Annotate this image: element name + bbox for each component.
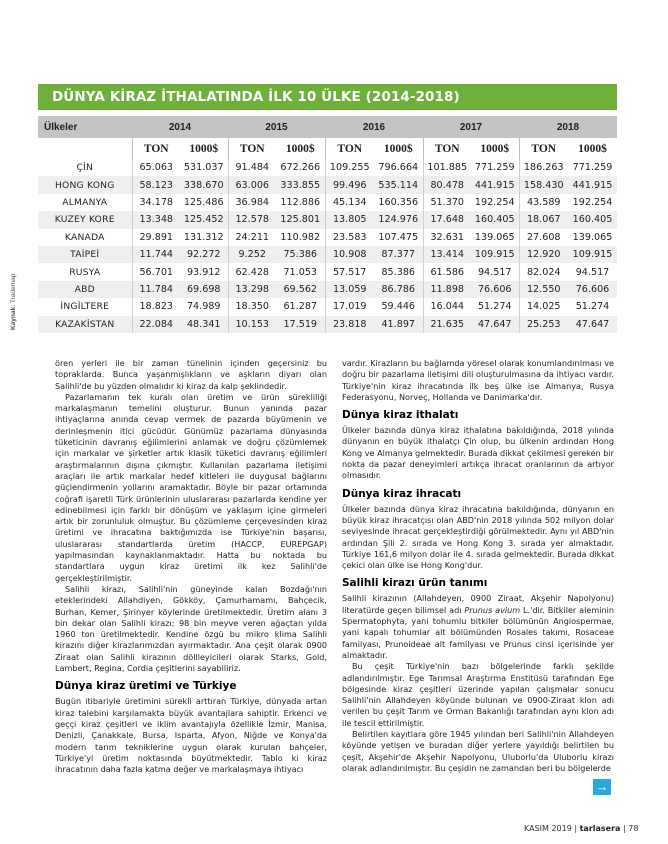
usd-cell: 94.517 [568,263,617,280]
page-footer: KASIM 2019 | tarlasera | 78 [524,824,639,833]
section-heading: Dünya kiraz ihracatı [342,487,462,500]
country-cell: TAİPEİ [38,246,132,263]
table-row [38,316,617,333]
table-row [38,194,617,211]
paragraph: Bu çeşit Türkiye'nin bazı bölgelerinde farklı şekilde adlandırılmıştır. Ege Tarımsal Araştırma Enstitüsü tarafından Ege bölgesinde kiraz çeşitleri üzerinde yapılan çalışmalar sonucu Salihli'nin Allahdeyen köyünde bulunan ve 0900-Ziraat klon adı verilen bu çeşit Tarım ve Orman Bakanlığı tarafından aynı klon adı ile tescil ettirilmiştir. [342,661,614,728]
source-note [10,260,17,330]
usd-cell: 76.606 [568,281,617,298]
unit-ton-header: TON [519,138,568,159]
usd-cell: 59.446 [374,298,423,315]
ton-cell: 14.025 [519,298,568,315]
usd-cell: 47.647 [471,316,519,333]
ton-cell: 18.823 [132,298,180,315]
unit-usd-header: 1000$ [383,142,413,155]
usd-cell: 51.274 [568,298,617,315]
ton-cell: 22.084 [132,316,180,333]
year-header: 2018 [519,116,617,138]
usd-cell: 48.341 [180,316,228,333]
ton-cell: 29.891 [132,229,180,246]
unit-spacer [38,138,132,159]
ton-cell: 91.484 [228,159,276,176]
table-row [38,176,617,193]
ton-cell: 36.984 [228,194,276,211]
table-row [38,281,617,298]
unit-usd-header: 1000$ [189,142,219,155]
table-row [38,298,617,315]
ton-cell: 17.648 [423,211,471,228]
country-cell: ABD [38,281,132,298]
ton-cell: 63.006 [228,176,276,193]
ton-cell: 13.414 [423,246,471,263]
usd-cell: 338.670 [180,176,228,193]
ton-cell: 11.744 [132,246,180,263]
paragraph: Belirtilen kayıtlara göre 1945 yılından beri Salihli'nin Allahdeyen köyünde yetişen ve buradan diğer yerlere yayıldığı belirtilen bu çeşit, Akşehir'de Akşehir Napolyonu, Uluborlu'da Uluborlu kirazı olarak adlandırılmıştır. Bu çeşidin ne zamandan beri bu bölgelerde [342,729,614,773]
usd-cell: 124.976 [374,211,423,228]
usd-cell: 160.405 [471,211,519,228]
right-column [342,358,614,774]
ton-cell: 13.805 [325,211,374,228]
usd-cell: 112.886 [276,194,325,211]
country-cell: KUZEY KORE [38,211,132,228]
usd-cell: 192.254 [471,194,519,211]
ton-cell: 11.784 [132,281,180,298]
table-row [38,229,617,246]
ton-cell: 13.348 [132,211,180,228]
usd-cell: 441.915 [568,176,617,193]
text-span: L.'dir. Bitkiler aleminin Spermatophyta, yani tohumlu bitkiler bölümünün Angiospermae, yani kapalı tohumlar alt bölümünden Rosales takımı, Rosaceae familyası, Prunoideae alt familyası ve Prunus cinsi içerisinde yer almaktadır. [342,604,614,660]
usd-cell: 107.475 [374,229,423,246]
table-row [38,263,617,280]
usd-cell: 51.274 [471,298,519,315]
ton-cell: 82.024 [519,263,568,280]
section-heading: Salihli kirazı ürün tanımı [342,577,488,590]
paragraph: Salihli kirazı, Salihli'nin güneyinde kalan Bozdağı'nın eteklerindeki Allahdiyen, Gökköy, Çamurhamamı, Bahçecik, Burhan, Kemer, Şirinyer köylerinde üretilmektedir. Üretim alanı 3 bin dekar olan Salihli kirazı; 98 bin meyve veren ağaçtan yılda 1960 ton üretilmektedir. Kendine özgü bu mikro klima Salihli kirazını diğer kirazlarımızdan ayırmaktadır. Ana çeşit olarak 0900 Ziraat olan Salihli kirazının döllleyicileri olarak Starks, Gold, Lambert, Regina, Cordia çeşitlerini sayabiliriz. [55,583,327,674]
table-row [38,211,617,228]
usd-cell: 771.259 [471,159,519,176]
footer-date: KASIM 2019 [524,824,572,833]
ton-cell: 17.019 [325,298,374,315]
ton-cell: 57.517 [325,263,374,280]
usd-cell: 125.486 [180,194,228,211]
ton-cell: 18.350 [228,298,276,315]
section-heading: Dünya kiraz üretimi ve Türkiye [55,680,237,693]
ton-cell: 43.589 [519,194,568,211]
paragraph: Bugün itibariyle üretimini sürekli arttıran Türkiye, dünyada artan kiraz talebini karşılamakta büyük avantajlara sahiptir. Erkenci ve geççi kiraz çeşitleri ve iklim avantajıyla özellikle İzmir, Manisa, Denizli, Çanakkale, Bursa, Isparta, Afyon, Niğde ve Konya'da modern tarım tekniklerine uygun olarak kurulan bahçeler, Türkiye'yi üretim noktasında büyütmektedir. Tablo ki kiraz ihracatının daha fazla katma değer ve markalaşmaya ihtiyacı [55,696,327,775]
ton-cell: 80.478 [423,176,471,193]
ton-cell: 34.178 [132,194,180,211]
ton-cell: 9.252 [228,246,276,263]
text-span: Salihli kirazının (Allahdeyen, 0900 Ziraat, Akşehir Napolyonu) literatürde geçen bilimsel adı [342,593,614,615]
usd-cell: 531.037 [180,159,228,176]
left-column [55,358,327,775]
usd-cell: 110.982 [276,229,325,246]
country-cell: HONG KONG [38,176,132,193]
ton-cell: 13.298 [228,281,276,298]
country-cell: ÇİN [38,159,132,176]
usd-cell: 69.562 [276,281,325,298]
usd-cell: 69.698 [180,281,228,298]
scientific-name: Prunus avium [464,604,521,615]
import-table [38,116,617,333]
page-number: 78 [628,824,639,833]
year-header: 2017 [423,116,519,138]
usd-cell: 47.647 [568,316,617,333]
ton-cell: 11.898 [423,281,471,298]
ton-cell: 45.134 [325,194,374,211]
ton-cell: 186.263 [519,159,568,176]
ton-cell: 23.818 [325,316,374,333]
usd-cell: 125.801 [276,211,325,228]
usd-cell: 87.377 [374,246,423,263]
section-heading: Dünya kiraz ithalatı [342,409,459,422]
paragraph: Pazarlamanın tek kuralı olan üretim ve ürün sürekliliği markalaşmanın temelini oluşturur. Bunun yanında pazar ihtiyaçlarına anında cevap vermek de pazarda büyümenin ve derinleşmenin itici gücüdür. Günümüz pazarlama dünyasında tüketicinin davranış eğilimlerini anlamak ve doğru çözümlemek için markalar ve şirketler artık klasik tüketici davranış eğilimleri araştırmalarının dışına çıkmıştır. Kullanılan pazarlama iletişimi araçları ile artık markalar hedef kitleleri ile duygusal bağlarını güçlendirmenin yollarını aramaktadır. Böyle bir pazar ortamında coğrafi işaretli Türk ürünlerinin uluslararası pazarlarda kendine yer edinebilmesi için farklı bir dönüşüm ve yaklaşım içine girmeleri artık bir zorunluluk olmuştur. Bu çözümleme çerçevesinden kiraz üretimi ve ihracatına baktığımızda ise Türkiye'nin başarısı, uluslararası standartlarda üretim (HACCP, EUREPGAP) yapılmasından kaynaklanmaktadır. Hatta bu noktada bu standartlara uygun kiraz üretimi ilk kez Salihli'de gerçekleştirilmiştir. [55,391,327,583]
unit-usd-header: 1000$ [480,142,510,155]
usd-cell: 71.053 [276,263,325,280]
usd-cell: 74.989 [180,298,228,315]
table-row [38,159,617,176]
ton-cell: 13.059 [325,281,374,298]
country-cell: KAZAKİSTAN [38,316,132,333]
ton-cell: 10.908 [325,246,374,263]
usd-cell: 94.517 [471,263,519,280]
table-title-banner: DÜNYA KİRAZ İTHALATINDA İLK 10 ÜLKE (2014-2018) [38,84,617,110]
ton-cell: 10.153 [228,316,276,333]
ton-cell: 12.550 [519,281,568,298]
unit-ton-header: TON [132,138,180,159]
usd-cell: 796.664 [374,159,423,176]
continue-arrow-icon[interactable]: → [593,779,611,795]
ton-cell: 24.211 [228,229,276,246]
ton-cell: 158.430 [519,176,568,193]
country-cell: RUSYA [38,263,132,280]
usd-cell: 85.386 [374,263,423,280]
usd-cell: 75.386 [276,246,325,263]
usd-cell: 17.519 [276,316,325,333]
usd-cell: 109.915 [471,246,519,263]
ton-cell: 101.885 [423,159,471,176]
footer-brand: tarlasera [579,824,621,833]
table-row [38,246,617,263]
ton-cell: 16.044 [423,298,471,315]
usd-cell: 160.405 [568,211,617,228]
paragraph: Ülkeler bazında dünya kiraz ithalatına bakıldığında, 2018 yılında dünyanın en büyük ithalatçı Çin olup, bu ülkenin ardından Hong Kong ve Almanya gelmektedir. Burada dikkat çekilmesi gereken bir nokta da pazar deneyimleri artıkça ihracat oranlarının da artıyor olmasıdır. [342,425,614,481]
unit-ton-header: TON [423,138,471,159]
usd-cell: 441.915 [471,176,519,193]
unit-usd-header: 1000$ [578,142,607,155]
ton-cell: 12.578 [228,211,276,228]
usd-cell: 109.915 [568,246,617,263]
paragraph: ören yerleri ile bir zaman tünelinin içinden geçersiniz bu topraklarda. Bunca yaşanmışlıkların ve aşkların diyarı olan Salihli'de bu yüzden olmalıdır ki kiraz da kalp şeklindedir. [55,358,327,391]
year-header: 2016 [325,116,423,138]
usd-cell: 192.254 [568,194,617,211]
ton-cell: 21.635 [423,316,471,333]
usd-cell: 672.266 [276,159,325,176]
usd-cell: 333.855 [276,176,325,193]
unit-usd-header: 1000$ [285,142,315,155]
unit-ton-header: TON [325,138,374,159]
usd-cell: 76.606 [471,281,519,298]
ton-cell: 27.608 [519,229,568,246]
country-cell: İNGİLTERE [38,298,132,315]
source-value: Trademap [10,273,17,303]
usd-cell: 41.897 [374,316,423,333]
usd-cell: 160.356 [374,194,423,211]
ton-cell: 62.428 [228,263,276,280]
usd-cell: 139.065 [568,229,617,246]
year-header: 2014 [132,116,228,138]
usd-cell: 86.786 [374,281,423,298]
country-cell: ALMANYA [38,194,132,211]
ton-cell: 58.123 [132,176,180,193]
ton-cell: 32.631 [423,229,471,246]
ton-cell: 12.920 [519,246,568,263]
paragraph: vardır. Kirazların bu bağlamda yöresel olarak konumlandırılması ve doğru bir pazarlama iletişimi dili oluşturulmasına da ihtiyacı vardır. Türkiye'nin kiraz ihracatında ilk beş ülke ise Almanya, Rusya Federasyonu, Norveç, Hollanda ve Danimarka'dır. [342,358,614,402]
ton-cell: 65.063 [132,159,180,176]
year-header: 2015 [228,116,325,138]
usd-cell: 139.065 [471,229,519,246]
usd-cell: 771.259 [568,159,617,176]
ton-cell: 25.253 [519,316,568,333]
country-cell: KANADA [38,229,132,246]
ton-cell: 18.067 [519,211,568,228]
usd-cell: 61.287 [276,298,325,315]
ton-cell: 109.255 [325,159,374,176]
ton-cell: 61.586 [423,263,471,280]
ton-cell: 56.701 [132,263,180,280]
usd-cell: 131.312 [180,229,228,246]
paragraph [342,593,614,661]
usd-cell: 535.114 [374,176,423,193]
ton-cell: 51.370 [423,194,471,211]
source-label: Kaynak: [10,304,17,330]
usd-cell: 93.912 [180,263,228,280]
ton-cell: 99.496 [325,176,374,193]
ton-cell: 23.583 [325,229,374,246]
usd-cell: 125.452 [180,211,228,228]
unit-ton-header: TON [228,138,276,159]
usd-cell: 92.272 [180,246,228,263]
paragraph: Ülkeler bazında dünya kiraz ihracatına bakıldığında, dünyanın en büyük kiraz ihracatçısı olan ABD'nin 2018 yılında 502 milyon dolar seviyesinde ihracat gerçekleştirdiği görülmektedir. Aynı yıl ABD'nin ardından Şili 2. sırada ve Hong Kong 3. sırada yer almaktadır. Türkiye 161,6 milyon dolar ile 4. sırada gelmektedir. Burada dikkat çekici olan ülke ise Hong Kong'dur. [342,503,614,571]
country-column-header: Ülkeler [38,116,132,138]
